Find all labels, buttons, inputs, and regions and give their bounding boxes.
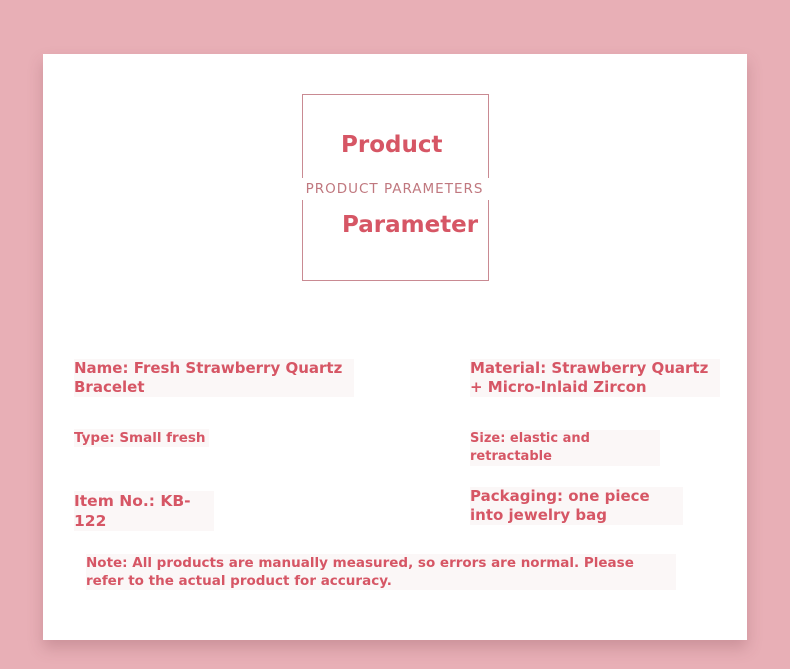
measurement-note: Note: All products are manually measured, so errors are normal. Please refer to the actual product for accuracy.	[86, 554, 676, 590]
title-product: Product	[337, 130, 446, 160]
param-material: Material: Strawberry Quartz + Micro-Inlaid Zircon	[470, 359, 720, 397]
parameter-card	[43, 54, 747, 640]
param-packaging: Packaging: one piece into jewelry bag	[470, 487, 683, 525]
subtitle-product-parameters: PRODUCT PARAMETERS	[287, 178, 502, 200]
param-type: Type: Small fresh	[74, 429, 209, 447]
title-parameter: Parameter	[338, 210, 482, 240]
param-name: Name: Fresh Strawberry Quartz Bracelet	[74, 359, 354, 397]
param-item-no: Item No.: KB-122	[74, 491, 214, 531]
param-size: Size: elastic and retractable	[470, 430, 660, 466]
